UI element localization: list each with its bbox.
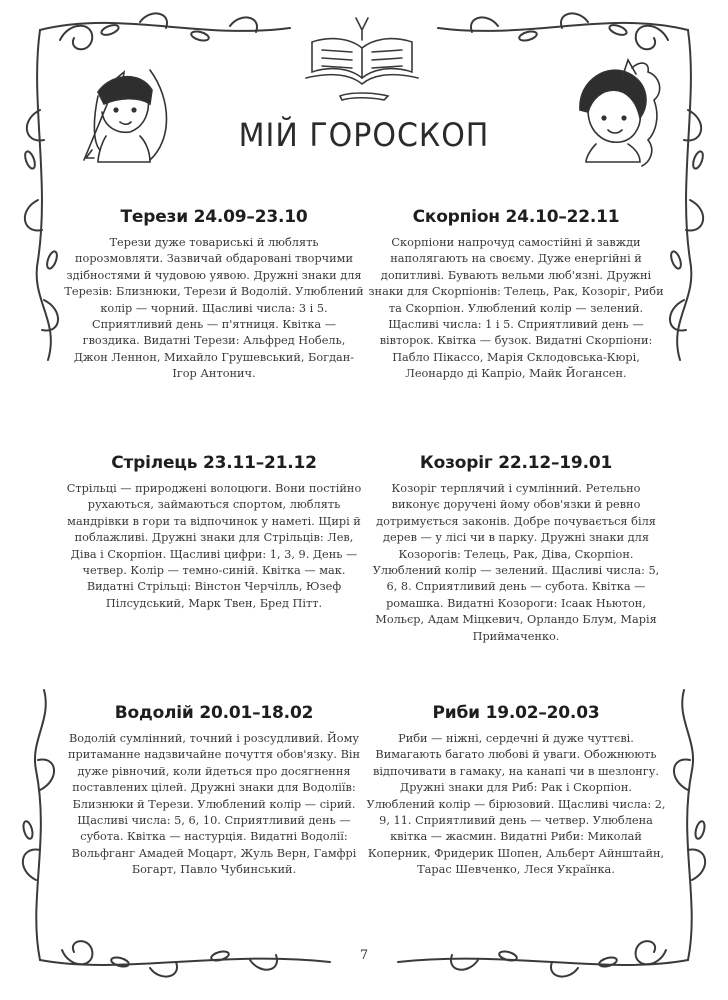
open-book-icon — [306, 18, 418, 100]
sign-description: Козоріг терплячий і сумлінний. Ретельно виконує доручені йому обов'язки й ревно дотримується законів. Добре почувається біля дерев — у лісі чи в парку. Дружні знаки для Козорогів: Телець, Рак, Діва, Скорпіон. Улюблений колір — зелений. Щасливі числа: 5, 6, 8. Сприятливий день — субота. Квітка — ромашка. Видатні Козороги: Ісаак Ньютон, Мольєр, Адам Міцкевич, Орландо Блум, Марія Приймаченко. — [372, 482, 660, 643]
sign-heading: Скорпіон 24.10–22.11 — [412, 207, 620, 227]
page-title: МІЙ ГОРОСКОП — [238, 116, 490, 155]
horoscope-entry-libra — [64, 207, 364, 383]
sign-heading: Стрілець 23.11–21.12 — [111, 453, 317, 473]
horoscope-entry-aquarius — [64, 703, 364, 879]
sign-description: Скорпіони напрочуд самостійні й завжди наполягають на своєму. Дуже енергійні й допитливі. Бувають вельми люб'язні. Дружні знаки для Скорпіонів: Телець, Рак, Козоріг, Риби та Скорпіон. Улюблений колір — зелений. Щасливі числа: 1 і 5. Сприятливий день — вівторок. Квітка — бузок. Видатні Скорпіони: Пабло Пікассо, Марія Склодовська-Кюрі, Леонардо ді Капріо, Майк Йогансен. — [368, 236, 664, 381]
horoscope-entry-capricorn — [366, 453, 666, 645]
horoscope-entry-sagittarius — [64, 453, 364, 612]
sign-description: Стрільці — природжені волоцюги. Вони постійно рухаються, займаються спортом, люблять мандрівки в гори та відпочинок у наметі. Щирі й поблажливі. Дружні знаки для Стрільців: Лев, Діва і Скорпіон. Щасливі цифри: 1, 3, 9. День — четвер. Колір — темно-синій. Квітка — мак. Видатні Стрільці: Вінстон Черчілль, Юзеф Пілсудський, Марк Твен, Бред Пітт. — [66, 482, 362, 610]
horoscope-entry-pisces — [366, 703, 666, 879]
sign-heading: Козоріг 22.12–19.01 — [419, 453, 613, 473]
sign-heading: Терези 24.09–23.10 — [120, 207, 308, 227]
sign-description: Водолій сумлінний, точний і розсудливий. Йому притаманне надзвичайне почуття обов'язку. Він дуже рівночий, коли йдеться про досягнення поставлених цілей. Дружні знаки для Водоліїв: Близнюки й Терези. Улюблений колір — сірий. Щасливі числа: 5, 6, 10. Сприятливий день — субота. Квітка — настурція. Видатні Водолії: Вольфганг Амадей Моцарт, Жуль Верн, Гамфрі Богарт, Павло Чубинський. — [67, 732, 361, 877]
sign-heading: Водолій 20.01–18.02 — [114, 703, 314, 723]
sign-heading: Риби 19.02–20.03 — [432, 703, 600, 723]
horoscope-entry-scorpio — [366, 207, 666, 383]
page-number: 7 — [359, 948, 369, 963]
sign-description: Риби — ніжні, сердечні й дуже чуттєві. Вимагають багато любові й уваги. Обожнюють відпочивати в гамаку, на канапі чи в шезлонгу. Дружні знаки для Риб: Рак і Скорпіон. Улюблений колір — бірюзовий. Щасливі числа: 2, 9, 11. Сприятливий день — четвер. Улюблена квітка — жасмин. Видатні Риби: Миколай Коперник, Фридерик Шопен, Альберт Айнштайн, Тарас Шевченко, Леся Українка. — [366, 732, 666, 877]
sign-description: Терези дуже товариські й люблять порозмовляти. Зазвичай обдаровані творчими здібностями й чудовою уявою. Дружні знаки для Терезів: Близнюки, Терези й Водолій. Улюблений колір — чорний. Щасливі числа: 3 і 5. Сприятливий день — п'ятниця. Квітка — гвоздика. Видатні Терези: Альфред Нобель, Джон Леннон, Михайло Грушевський, Богдан-Ігор Антонич. — [64, 236, 364, 381]
